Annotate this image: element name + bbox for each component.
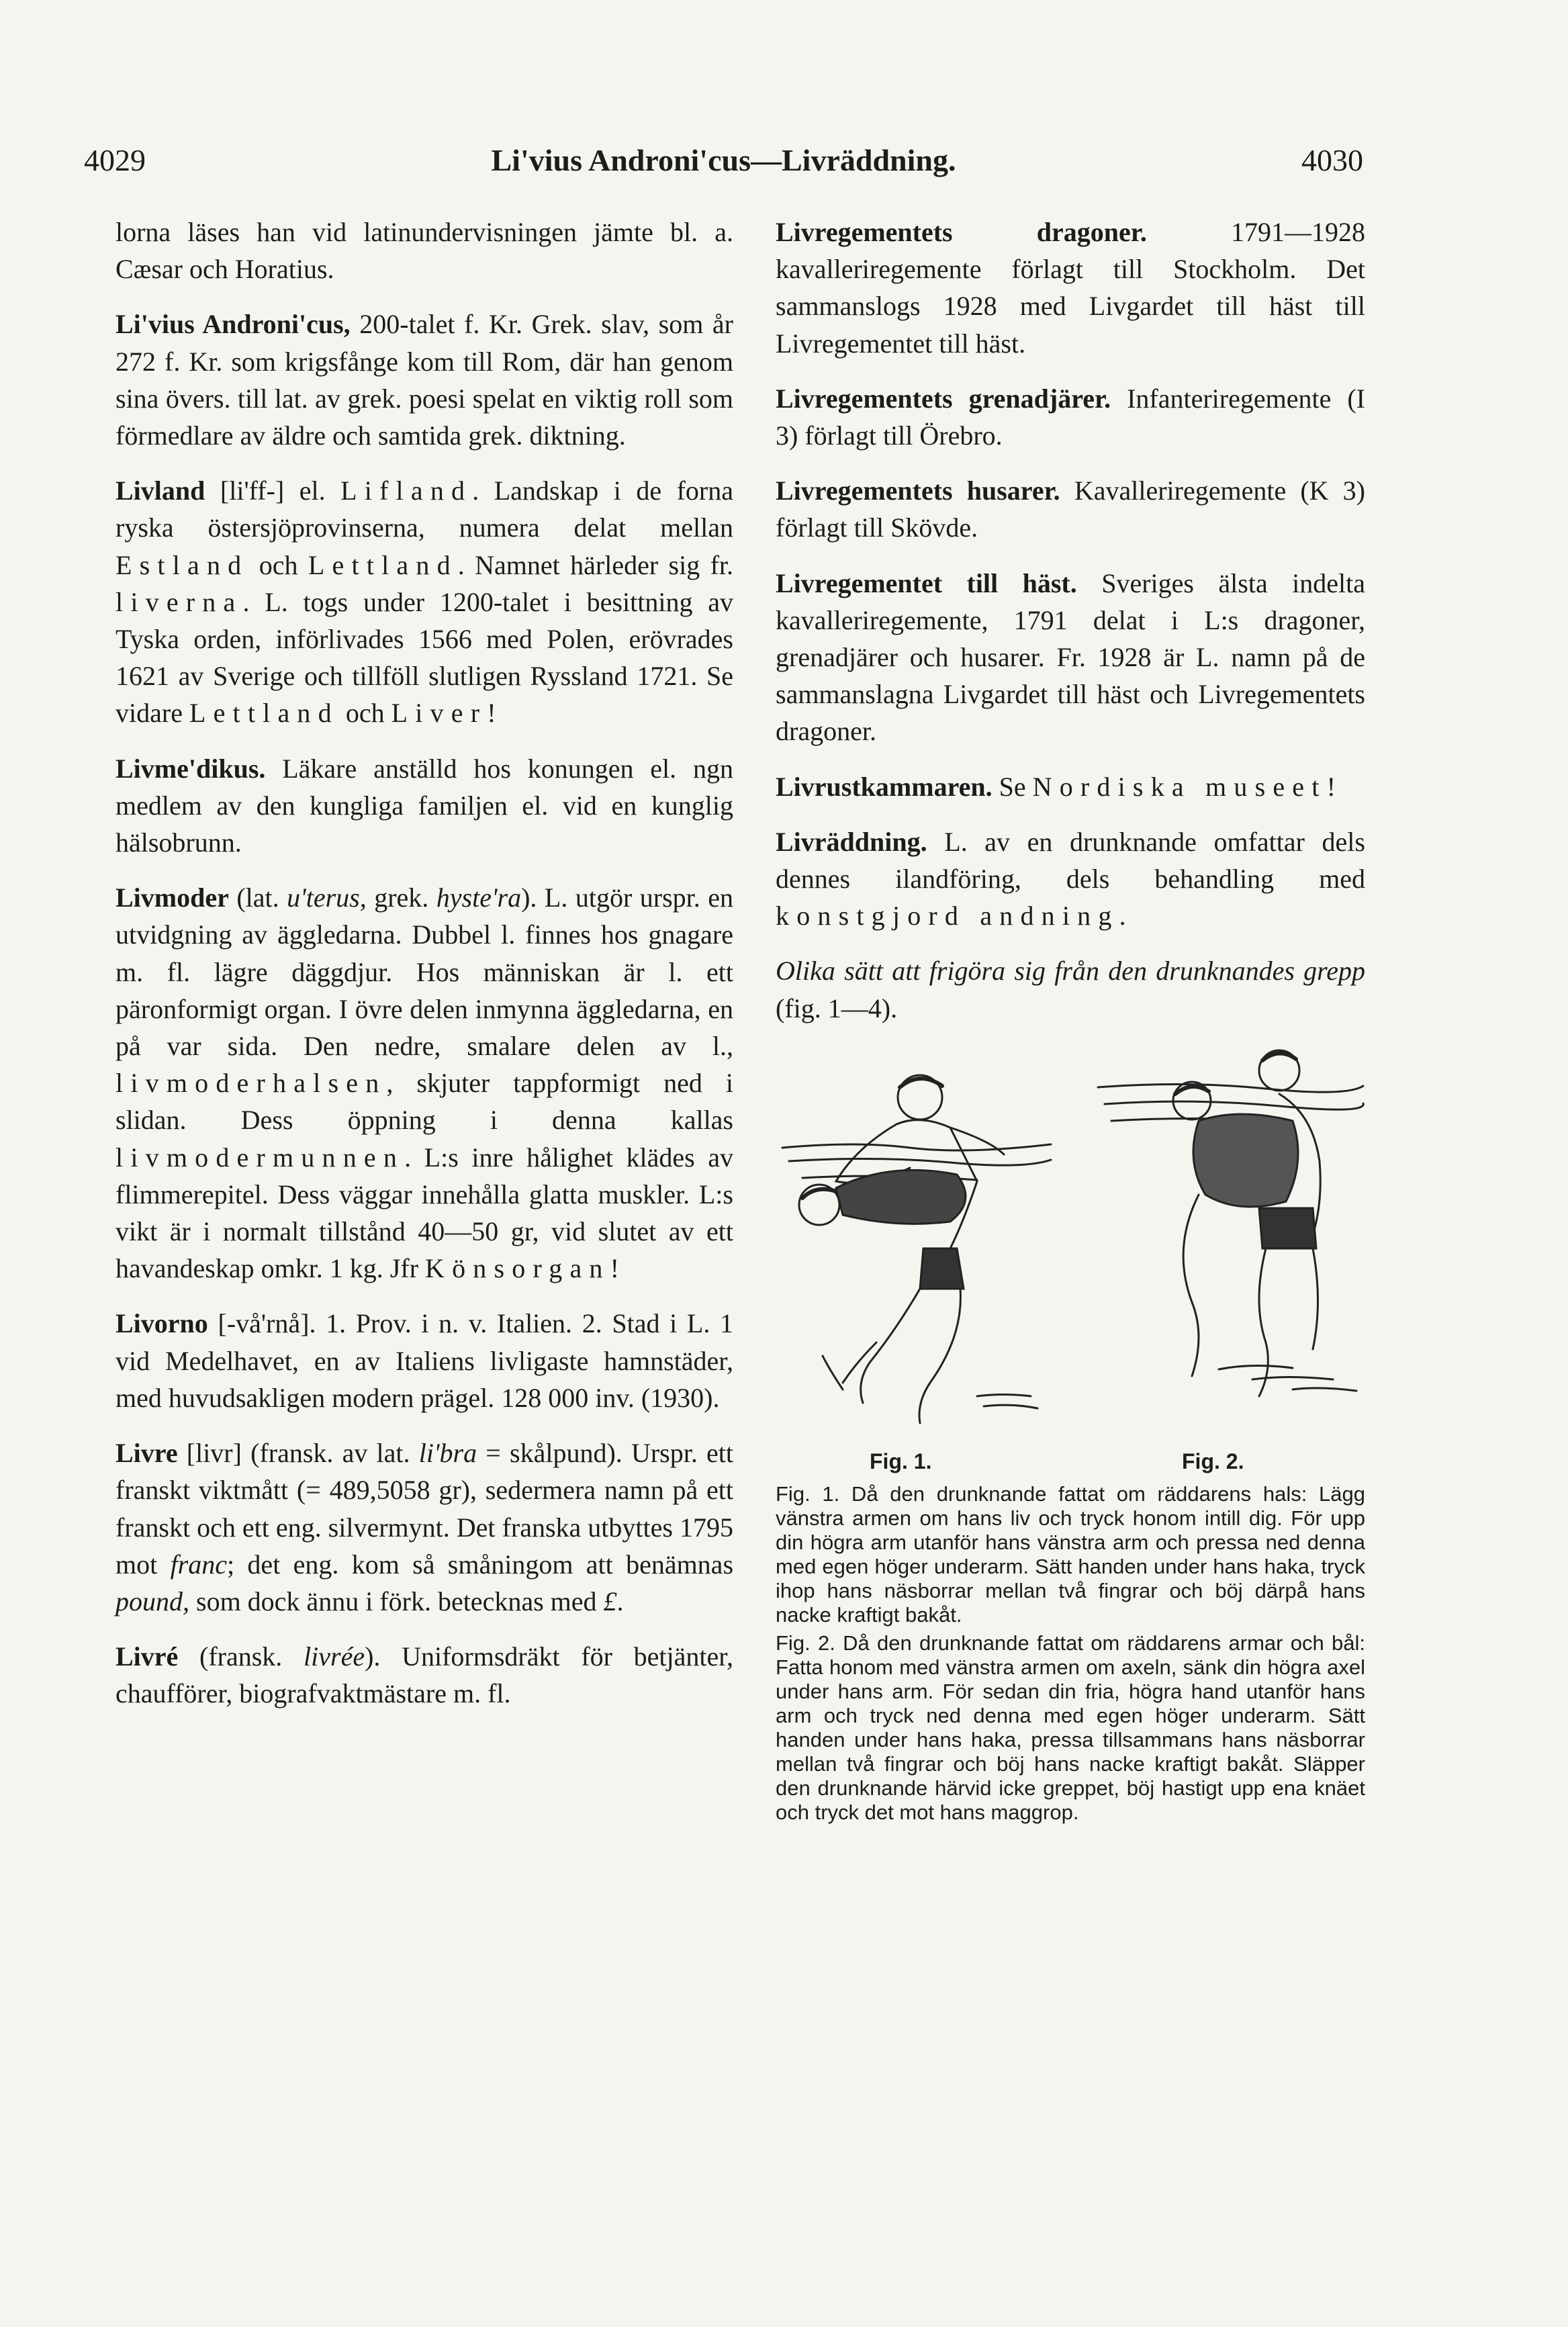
rescuer-shorts — [920, 1248, 964, 1289]
entry-text: , skjuter tappformigt ned i slidan. Dess öppning i denna kallas — [116, 1068, 733, 1136]
entry-text: (lat. — [228, 882, 287, 913]
italic-term: Olika sätt att frigöra sig från den drunknandes grepp — [776, 956, 1365, 987]
entry-text: grek. — [366, 882, 436, 913]
water-line — [1098, 1084, 1363, 1092]
entry-headword: Livmoder — [116, 882, 229, 913]
italic-term: u'terus, — [287, 882, 367, 913]
entry-text: som dock ännu i förk. betecknas med — [189, 1586, 604, 1616]
entry-livland — [116, 472, 733, 731]
entry-livorno — [116, 1305, 733, 1416]
figure-1-illustration — [776, 1047, 1058, 1436]
entry-text: (fig. 1—4). — [776, 993, 898, 1023]
italic-term: £ — [603, 1586, 617, 1616]
spaced-term: konstgjord andning — [776, 901, 1119, 931]
spaced-term: Lifland — [340, 475, 473, 506]
page-number-right: 4030 — [1301, 143, 1363, 177]
entry-livre — [116, 1434, 733, 1620]
entry-livregementet-till-hast — [776, 565, 1365, 750]
water-line — [1105, 1101, 1363, 1109]
entry-livrustkammaren — [776, 768, 1365, 805]
leg — [919, 1289, 960, 1423]
page-number-left: 4029 — [84, 143, 146, 177]
entry-headword: Livräddning. — [776, 826, 927, 857]
entry-body: 200-talet f. Kr. Grek. slav, som år 272 f. Kr. som krigsfånge kom till Rom, där han genom sina övers. till lat. av grek. poesi spelat en viktig roll som förmedlare av äldre och samtida grek. diktning. — [116, 309, 733, 451]
entry-headword: Livrustkammaren. — [776, 771, 993, 802]
water-line — [782, 1144, 1051, 1150]
leg — [1259, 1248, 1268, 1396]
spaced-term: Lettland — [308, 549, 458, 580]
leg — [1183, 1195, 1199, 1376]
entry-text: . — [1119, 901, 1126, 931]
figure-1-caption: Fig. 1. Då den drunknande fattat om räddarens hals: Lägg vänstra armen om hans liv och tryck honom intill dig. För upp din högra arm utanför hans vänstra arm och pressa ned denna med egen höger underarm. Sätt handen under hans haka, tryck ihop hans näsborrar mellan två fingrar och böj därpå hans nacke kraftigt bakåt. — [776, 1481, 1365, 1627]
victim-body — [836, 1170, 966, 1224]
entry-headword: Livregementets husarer. — [776, 475, 1060, 506]
spaced-term: Könsorgan — [425, 1253, 610, 1284]
entry-text: = skålpund). Urspr. ett franskt viktmått (= 489,5058 gr), sedermera namn på ett franskt och ett eng. silvermynt. Det franska utbyttes 1795 mot — [116, 1438, 734, 1580]
entry-text: . Landskap i de forna ryska östersjöprovinserna, numera delat mellan — [116, 475, 733, 543]
entry-text: ; det eng. kom så småningom att benämnas — [227, 1549, 734, 1580]
figure-1-drawing — [776, 1047, 1058, 1436]
figure-1-label: Fig. 1. — [870, 1449, 932, 1473]
entry-body: Läkare anställd hos konungen el. ngn medlem av den kungliga familjen el. vid en kunglig hälsobrunn. — [116, 753, 733, 858]
entry-text: [livr] (fransk. av lat. — [177, 1438, 419, 1469]
entry-livmoder — [116, 879, 733, 1287]
entry-headword: Livre — [116, 1438, 178, 1469]
italic-term: livrée — [304, 1641, 365, 1672]
entry-headword: Livland — [116, 475, 205, 506]
entry-text: och — [338, 698, 391, 729]
entry-text: ). Uniformsdräkt för betjänter, chaufförer, biografvaktmästare m. fl. — [116, 1641, 733, 1709]
entry-text: L. av en drunknande omfattar dels dennes ilandföring, dels behandling med — [776, 826, 1365, 895]
figure-2-drawing — [1091, 1047, 1367, 1436]
entry-text: . L. togs under 1200-talet i besittning av Tyska orden, införlivades 1566 med Polen, erövrades 1621 av Sverige och tillföll slutligen Ryssland 1721. Se vidare — [116, 586, 733, 729]
italic-term: hyste'ra — [436, 882, 522, 913]
figure-2-illustration — [1091, 1047, 1367, 1436]
entry-headword: Livré — [116, 1641, 179, 1672]
entry-text: . — [616, 1586, 624, 1616]
victim-body — [1193, 1114, 1298, 1207]
entry-text: ! — [487, 698, 496, 729]
entry-body: Sveriges älsta indelta kavalleriregemente, 1791 delat i L:s dragoner, grenadjärer och husarer. Fr. 1928 är L. namn på de sammanslagna Livgardet till häst och Livregementets dragoner. — [776, 567, 1366, 747]
spaced-term: Estland — [116, 549, 249, 580]
entry-body: Infanteriregemente (I 3) förlagt till Örebro. — [776, 383, 1366, 451]
entry-headword: Livorno — [116, 1308, 208, 1339]
italic-term: franc — [170, 1549, 227, 1580]
entry-livregementets-dragoner — [776, 214, 1365, 362]
italic-term: li'bra — [418, 1438, 477, 1469]
entry-body: Kavalleriregemente (K 3) förlagt till Skövde. — [776, 475, 1365, 543]
leg — [861, 1289, 920, 1403]
entry-text: ! — [610, 1253, 619, 1284]
running-title: Li'vius Androni'cus—Livräddning. — [491, 143, 956, 177]
entry-livre-uniform — [116, 1638, 733, 1712]
spaced-term: Lettland — [189, 698, 339, 729]
spaced-term: Nordiska museet — [1032, 771, 1327, 802]
entry-text: Se — [992, 771, 1033, 802]
right-column — [776, 214, 1365, 1829]
entry-body: 1791—1928 kavalleriregemente förlagt till Stockholm. Det sammanslogs 1928 med Livgardet till häst till Livregementet till häst. — [776, 217, 1365, 359]
figure-labels — [776, 1436, 1365, 1477]
figure-intro — [776, 952, 1365, 1026]
entry-livregementets-grenadjarer — [776, 380, 1365, 454]
entry-livius-andronicus — [116, 306, 733, 454]
entry-body: [-vå'rnå]. 1. Prov. i n. v. Italien. 2. Stad i L. 1 vid Medelhavet, en av Italiens livligaste hamnstäder, med huvudsakligen modern prägel. 128 000 inv. (1930). — [116, 1308, 733, 1413]
entry-text: och — [248, 549, 308, 580]
water-line — [789, 1158, 1051, 1165]
entry-body: lorna läses han vid latinundervisningen jämte bl. a. Cæsar och Horatius. — [116, 217, 733, 285]
spaced-term: Liver — [391, 698, 488, 729]
figure-2-caption: Fig. 2. Då den drunknande fattat om räddarens armar och bål: Fatta honom med vänstra armen om axeln, sänk din högra axel under hans arm. För sedan din fria, högra hand utanför hans arm och tryck ned denna med egen höger underarm. Sätt handen under hans haka, pressa tillsammans hans näsborrar mellan två fingrar och böj hans nacke kraftigt bakåt. Släpper den drunknande härvid icke greppet, böj hastigt upp ena knäet och tryck det mot hans maggrop. — [776, 1631, 1365, 1824]
entry-livraddning — [776, 823, 1365, 935]
spaced-term: livmoderhalsen — [116, 1068, 387, 1099]
left-column — [116, 214, 733, 1731]
figure-2-label: Fig. 2. — [1182, 1449, 1244, 1473]
entry-livregementets-husarer — [776, 472, 1365, 546]
page-header — [84, 142, 1363, 189]
rescue-illustrations — [776, 1047, 1365, 1436]
entry-text: ). L. utgör urspr. en utvidgning av äggledarna. Dubbel l. finnes hos gnagare m. fl. lägre däggdjur. Hos människan är l. ett päronformigt organ. I övre delen inmynna äggledarna, en på var sida. Den nedre, smalare delen av l., — [116, 882, 733, 1062]
entry-text: . Namnet härleder sig fr. — [457, 549, 733, 580]
spaced-term: livmodermunnen — [116, 1142, 405, 1173]
entry-text: (fransk. — [178, 1641, 304, 1672]
entry-headword: Livme'dikus. — [116, 753, 266, 784]
entry-headword: Livregementets grenadjärer. — [776, 383, 1111, 414]
spaced-term: liverna — [116, 586, 243, 617]
entry-text: [li'ff-] el. — [205, 475, 341, 506]
entry-text: ! — [1326, 771, 1336, 802]
entry-livmedikus — [116, 750, 733, 862]
figure-captions — [776, 1482, 1365, 1825]
entry-headword: Livregementets dragoner. — [776, 217, 1147, 247]
entry-headword: Li'vius Androni'cus, — [116, 309, 351, 340]
italic-term: pound, — [116, 1586, 189, 1616]
rescuer-shorts — [1259, 1208, 1316, 1248]
entry-continuation — [116, 214, 733, 287]
entry-headword: Livregementet till häst. — [776, 567, 1077, 598]
entry-text: . L:s inre hålighet klädes av flimmerepitel. Dess väggar innehålla glatta muskler. L:s vikt är i normalt tillstånd 40—50 gr, vid slutet av ett havandeskap omkr. 1 kg. Jfr — [116, 1142, 733, 1284]
